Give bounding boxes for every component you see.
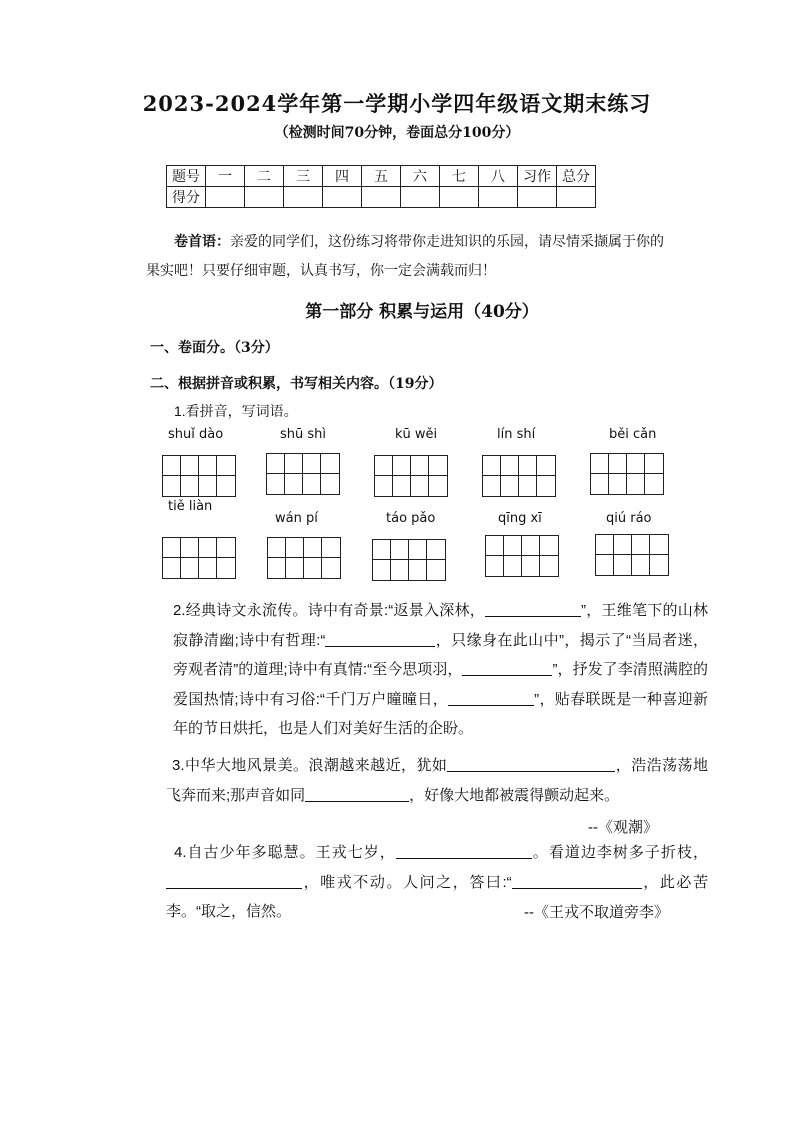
grid-cell[interactable] <box>627 454 645 494</box>
grid-cell[interactable] <box>163 538 181 578</box>
q3-text-1: 3.中华大地风景美。浪潮越来越近，犹如 <box>172 757 448 774</box>
score-input-cell[interactable] <box>401 187 440 208</box>
grid-cell[interactable] <box>163 456 181 496</box>
grid-cell[interactable] <box>409 540 427 580</box>
grid-cell[interactable] <box>303 454 321 494</box>
grid-cell[interactable] <box>199 456 217 496</box>
answer-blank[interactable] <box>485 600 581 617</box>
score-input-cell[interactable] <box>323 187 362 208</box>
tianzige-grid[interactable] <box>372 539 446 581</box>
tianzige-grid[interactable] <box>267 537 341 579</box>
part-one-title: 第一部分 积累与运用（40分） <box>305 302 539 322</box>
page-title: 2023-2024学年第一学期小学四年级语文期末练习 <box>142 91 652 116</box>
score-cell: 六 <box>401 166 440 187</box>
grid-cell[interactable] <box>373 540 391 580</box>
q2-text-5: ”，贴春联既是一种喜迎新年的节日烘托，也是人们对美好生活的企盼。 <box>173 690 708 737</box>
q4-text-1: 4.自古少年多聪慧。王戎七岁， <box>174 844 396 861</box>
q3-text-3: ，好像大地都被震得颤动起来。 <box>409 786 620 804</box>
q3-source: --《观潮》 <box>588 819 658 836</box>
pinyin-label: wán pí <box>275 511 318 526</box>
grid-cell[interactable] <box>537 456 555 496</box>
pinyin-label: qīng xī <box>498 511 542 526</box>
answer-blank[interactable] <box>462 659 552 676</box>
score-table-header-row <box>167 166 596 187</box>
question-3 <box>166 751 708 810</box>
score-input-cell[interactable] <box>479 187 518 208</box>
score-table-score-row <box>167 187 596 208</box>
q2-text-2: ”，王维笔下的山林寂静清幽;诗中有哲理:“ <box>173 602 708 649</box>
answer-blank[interactable] <box>325 630 435 647</box>
grid-cell[interactable] <box>609 454 627 494</box>
tianzige-grid[interactable] <box>266 453 340 495</box>
preface-label: 卷首语： <box>174 234 230 250</box>
page-subtitle: （检测时间70分钟，卷面总分100分） <box>274 125 520 141</box>
grid-cell[interactable] <box>650 535 668 575</box>
score-input-cell[interactable] <box>245 187 284 208</box>
q2-text-3: ，只缘身在此山中”，揭示了“当局者迷，旁观者清”的道理;诗中有真情:“至今思项羽， <box>173 631 708 678</box>
question-1-label: 1.看拼音，写词语。 <box>174 403 298 419</box>
tianzige-grid[interactable] <box>485 535 559 577</box>
grid-cell[interactable] <box>591 454 609 494</box>
grid-cell[interactable] <box>519 456 537 496</box>
grid-cell[interactable] <box>522 536 540 576</box>
grid-cell[interactable] <box>181 538 199 578</box>
grid-cell[interactable] <box>483 456 501 496</box>
grid-cell[interactable] <box>486 536 504 576</box>
q4-text-4: ，此必苦李。“取之，信然。 <box>166 873 708 920</box>
grid-cell[interactable] <box>286 538 304 578</box>
grid-cell[interactable] <box>614 535 632 575</box>
score-input-cell[interactable] <box>518 187 557 208</box>
q4-text-2: 。看道边李树多子折枝， <box>531 844 708 861</box>
score-cell: 七 <box>440 166 479 187</box>
grid-cell[interactable] <box>504 536 522 576</box>
score-cell: 五 <box>362 166 401 187</box>
q2-text-1: 2.经典诗文永流传。诗中有奇景:“返景入深林， <box>173 602 485 619</box>
answer-blank[interactable] <box>305 785 409 802</box>
q3-text-2: ，浩浩荡荡地飞奔而来;那声音如同 <box>166 757 708 804</box>
grid-cell[interactable] <box>540 536 558 576</box>
q4-source: --《王戎不取道旁李》 <box>524 904 669 921</box>
section-one-title: 一、卷面分。（3分） <box>150 340 279 356</box>
grid-cell[interactable] <box>267 454 285 494</box>
pinyin-label: běi cǎn <box>609 427 657 442</box>
grid-cell[interactable] <box>391 540 409 580</box>
grid-cell[interactable] <box>304 538 322 578</box>
score-cell: 二 <box>245 166 284 187</box>
grid-cell[interactable] <box>199 538 217 578</box>
tianzige-grid[interactable] <box>590 453 664 495</box>
question-2 <box>173 596 708 744</box>
score-cell: 三 <box>284 166 323 187</box>
grid-cell[interactable] <box>645 454 663 494</box>
pinyin-label: shuǐ dào <box>168 427 224 442</box>
score-cell: 八 <box>479 166 518 187</box>
grid-cell[interactable] <box>375 456 393 496</box>
score-cell: 四 <box>323 166 362 187</box>
score-cell: 题号 <box>167 166 206 187</box>
tianzige-grid[interactable] <box>374 455 448 497</box>
grid-cell[interactable] <box>596 535 614 575</box>
answer-blank[interactable] <box>396 842 532 859</box>
score-table <box>166 165 596 208</box>
answer-blank[interactable] <box>512 872 642 889</box>
score-input-cell[interactable] <box>557 187 596 208</box>
q4-text-3: ，唯戎不动。人问之，答曰:“ <box>302 873 512 891</box>
grid-cell[interactable] <box>429 456 447 496</box>
grid-cell[interactable] <box>393 456 411 496</box>
grid-cell[interactable] <box>217 538 235 578</box>
section-two-title: 二、根据拼音或积累，书写相关内容。（19分） <box>150 376 443 392</box>
score-cell: 得分 <box>167 187 206 208</box>
tianzige-grid[interactable] <box>162 455 236 497</box>
score-cell: 习作 <box>518 166 557 187</box>
score-cell: 一 <box>206 166 245 187</box>
grid-cell[interactable] <box>322 538 340 578</box>
grid-cell[interactable] <box>268 538 286 578</box>
pinyin-label: qiú ráo <box>606 511 652 526</box>
grid-cell[interactable] <box>321 454 339 494</box>
preface-text: 亲爱的同学们，这份练习将带你走进知识的乐园，请尽情采撷属于你的果实吧！只要仔细审题，认真书写，你一定会满载而归！ <box>146 234 664 279</box>
pinyin-label: tiě liàn <box>168 499 213 514</box>
answer-blank[interactable] <box>166 872 302 889</box>
score-cell: 总分 <box>557 166 596 187</box>
score-input-cell[interactable] <box>362 187 401 208</box>
grid-cell[interactable] <box>411 456 429 496</box>
q2-text-4: ”，抒发了李清照满腔的爱国热情;诗中有习俗:“千门万户曈曈日， <box>173 661 709 708</box>
score-input-cell[interactable] <box>206 187 245 208</box>
preface <box>146 228 666 286</box>
grid-cell[interactable] <box>632 535 650 575</box>
answer-blank[interactable] <box>448 689 534 706</box>
grid-cell[interactable] <box>427 540 445 580</box>
tianzige-grid[interactable] <box>482 455 556 497</box>
grid-cell[interactable] <box>181 456 199 496</box>
pinyin-label: lín shí <box>497 427 536 442</box>
tianzige-grid[interactable] <box>595 534 669 576</box>
pinyin-label: táo pǎo <box>386 511 436 526</box>
score-input-cell[interactable] <box>440 187 479 208</box>
grid-cell[interactable] <box>285 454 303 494</box>
score-input-cell[interactable] <box>284 187 323 208</box>
grid-cell[interactable] <box>217 456 235 496</box>
answer-blank[interactable] <box>447 755 615 772</box>
tianzige-grid[interactable] <box>162 537 236 579</box>
pinyin-label: shū shì <box>280 427 327 442</box>
pinyin-label: kū wěi <box>395 427 438 442</box>
grid-cell[interactable] <box>501 456 519 496</box>
